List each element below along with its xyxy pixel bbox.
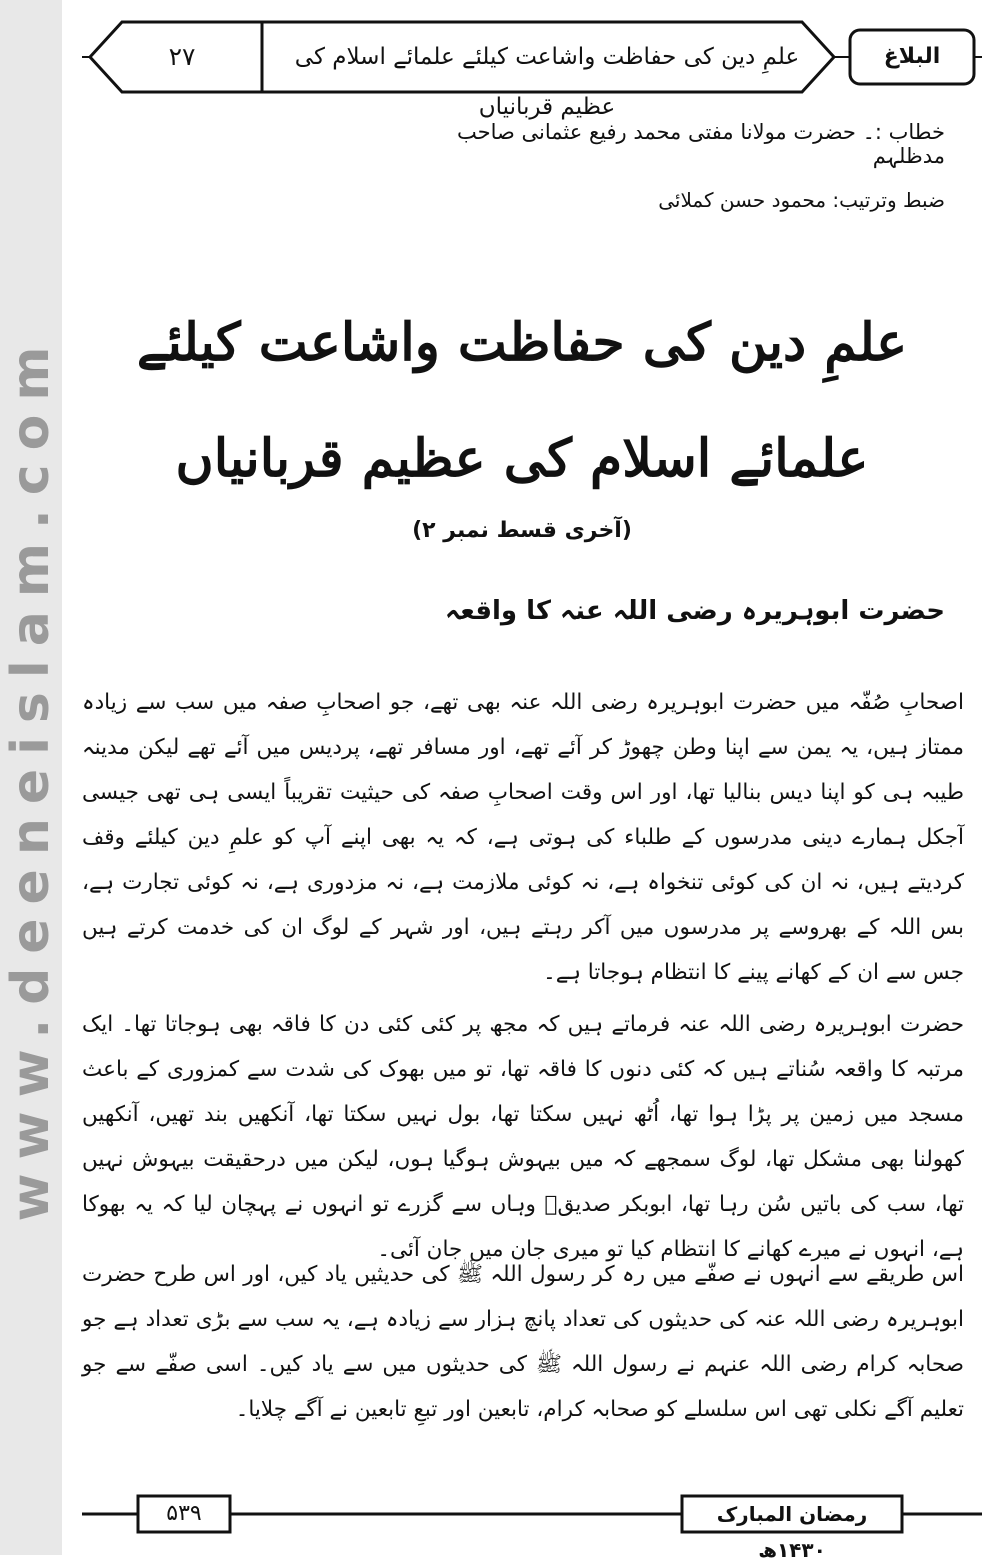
- speaker-credit: خطاب :۔ حضرت مولانا مفتی محمد رفیع عثمانی صاحب مدظلہم: [457, 120, 945, 168]
- footer-page-number: ۵۳۹: [166, 1501, 202, 1526]
- footer-issue-date: رمضان المبارک ۱۴۳۰ھ: [716, 1502, 868, 1562]
- paragraph-1: اصحابِ صُفّہ میں حضرت ابوہریرہ رضی اللہ عنہ بھی تھے، جو اصحابِ صفہ میں سب سے زیادہ ممتاز ہیں، یہ یمن سے اپنا وطن چھوڑ کر آئے تھے، اور مسافر تھے، پردیس میں آئے تھے لیکن مدینہ طیبہ ہی کو اپنا دیس بنالیا تھا، اور اس وقت اصحابِ صفہ کی حیثیت تقریباً ایسی ہی تھی جیسی آجکل ہمارے دینی مدرسوں کے طلباء کی ہوتی ہے، کہ یہ بھی اپنے آپ کو علمِ دین کیلئے وقف کردیتے ہیں، نہ ان کی کوئی تنخواہ ہے، نہ کوئی ملازمت ہے، نہ مزدوری ہے، نہ کوئی تجارت ہے، بس اللہ کے بھروسے پر مدرسوں میں آکر رہتے ہیں، اور شہر کے لوگ ان کی خدمت کرتے ہیں جس سے ان کے کھانے پینے کا انتظام ہوجاتا ہے۔: [82, 689, 964, 985]
- watermark-band: [0, 0, 62, 1555]
- main-title-line1: علمِ دین کی حفاظت واشاعت کیلئے: [136, 312, 908, 373]
- header-page-number: ۲۷: [168, 42, 196, 71]
- footer-bar: [82, 1490, 982, 1562]
- watermark-text: www.deeneislam.com: [1, 332, 61, 1222]
- installment-subtitle: (آخری قسط نمبر ۲): [412, 518, 632, 543]
- header-banner: [82, 14, 982, 120]
- page: [62, 0, 990, 1562]
- magazine-logo: البلاغ: [883, 44, 941, 69]
- header-title: علمِ دین کی حفاظت واشاعت کیلئے علمائے اسلام کی عظیم قربانیاں: [294, 44, 800, 120]
- section-heading: حضرت ابوہریرہ رضی اللہ عنہ کا واقعہ: [445, 596, 945, 626]
- paragraph-2: حضرت ابوہریرہ رضی اللہ عنہ فرماتے ہیں کہ مجھ پر کئی کئی دن کا فاقہ بھی ہوجاتا تھا۔ ایک مرتبہ کا واقعہ سُناتے ہیں کہ کئی دنوں کا فاقہ تھا، تو میں بھوک کی شدت سے کمزوری کے باعث مسجد میں زمین پر پڑا ہوا تھا، اُٹھ نہیں سکتا تھا، بول نہیں سکتا تھا، آنکھیں بند تھیں، آنکھیں کھولنا بھی مشکل تھا، لوگ سمجھے کہ میں بیہوش ہوگیا ہوں، لیکن میں درحقیقت بیہوش نہیں تھا، سب کی باتیں سُن رہا تھا، ابوبکر صدیقؓ وہاں سے گزرے تو انہوں نے پہچان لیا کہ یہ بھوکا ہے، انہوں نے میرے کھانے کا انتظام کیا تو میری جان میں جان آئی۔: [82, 1011, 964, 1262]
- compiler-credit: ضبط وترتیب: محمود حسن کملائی: [658, 188, 945, 212]
- paragraph-3: اس طریقے سے انہوں نے صفّے میں رہ کر رسول اللہ ﷺ کی حدیثیں یاد کیں، اور اس طرح حضرت ابوہریرہ رضی اللہ عنہ کی حدیثوں کی تعداد پانچ ہزار سے زیادہ ہے، یہ سب سے بڑی تعداد ہے جو صحابہ کرام رضی اللہ عنہم نے رسول اللہ ﷺ کی حدیثوں میں سے یاد کیں۔ اسی صفّے سے جو تعلیم آگے نکلی تھی اس سلسلے کو صحابہ کرام، تابعین اور تبعِ تابعین نے آگے چلایا۔: [82, 1261, 964, 1422]
- main-title-line2: علمائے اسلام کی عظیم قربانیاں: [175, 428, 869, 489]
